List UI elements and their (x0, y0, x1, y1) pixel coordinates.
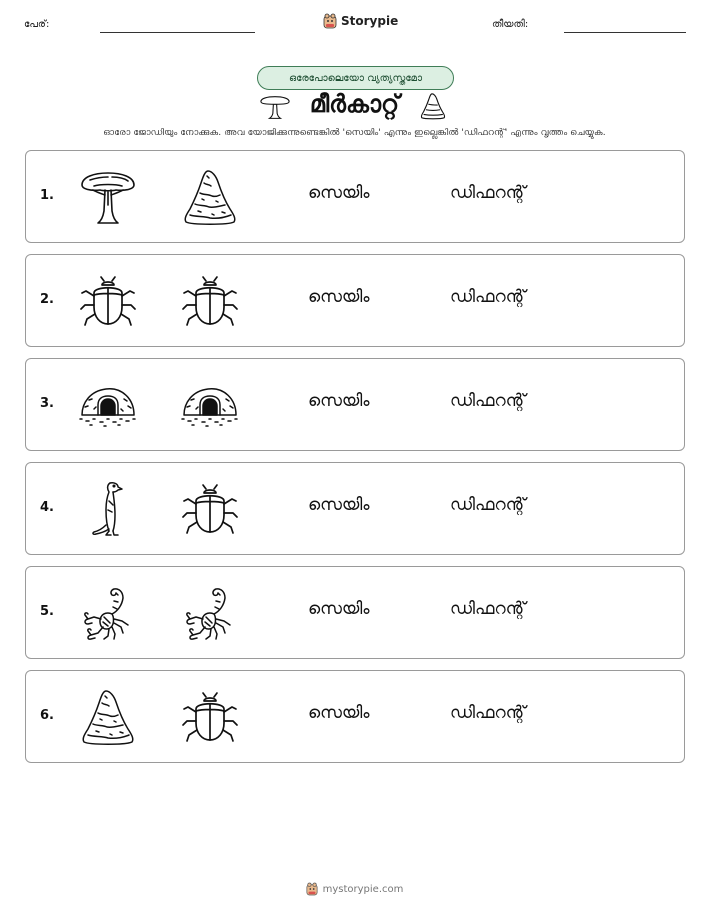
question-card (25, 254, 685, 347)
name-label: പേര്: (24, 19, 50, 30)
beetle-icon (76, 269, 140, 333)
question-number: 3. (40, 396, 54, 411)
beetle-icon (178, 269, 242, 333)
scorpion-icon (178, 581, 242, 645)
date-field[interactable] (564, 32, 686, 33)
same-option[interactable]: സെയിം (308, 183, 370, 203)
worksheet-type-badge: ഒരേപോലെയോ വ്യത്യസ്തമോ (257, 66, 454, 90)
worksheet-header (0, 0, 709, 44)
instructions: ഓരോ ജോഡിയും നോക്കുക. അവ യോജിക്കുന്നുണ്ടെങ്കിൽ 'സെയിം' എന്നും ഇല്ലെങ്കിൽ 'ഡിഫറന്റ്' എന്നും വൃത്തം ചെയ്യുക. (103, 127, 606, 138)
question-number: 5. (40, 604, 54, 619)
title-row (0, 88, 709, 124)
question-card (25, 150, 685, 243)
page-title: മീർകാറ്റ് (309, 90, 400, 118)
different-option[interactable]: ഡിഫറന്റ് (450, 287, 526, 307)
question-number: 1. (40, 188, 54, 203)
different-option[interactable]: ഡിഫറന്റ് (450, 183, 526, 203)
termite-mound-icon (178, 165, 242, 229)
brand-logo (323, 13, 398, 29)
same-option[interactable]: സെയിം (308, 495, 370, 515)
tree-icon (76, 165, 140, 229)
termite-mound-icon (76, 685, 140, 749)
meerkat-icon (76, 477, 140, 541)
burrow-icon (76, 373, 140, 437)
footer (0, 879, 709, 899)
same-option[interactable]: സെയിം (308, 599, 370, 619)
question-number: 6. (40, 708, 54, 723)
burrow-icon (178, 373, 242, 437)
date-label: തീയതി: (492, 19, 529, 30)
different-option[interactable]: ഡിഫറന്റ് (450, 495, 526, 515)
storypie-logo-icon (306, 882, 318, 896)
different-option[interactable]: ഡിഫറന്റ് (450, 703, 526, 723)
question-number: 4. (40, 500, 54, 515)
question-card (25, 670, 685, 763)
beetle-icon (178, 685, 242, 749)
termite-mound-icon (418, 90, 448, 122)
question-card (25, 358, 685, 451)
beetle-icon (178, 477, 242, 541)
different-option[interactable]: ഡിഫറന്റ് (450, 391, 526, 411)
different-option[interactable]: ഡിഫറന്റ് (450, 599, 526, 619)
footer-url: mystorypie.com (322, 883, 404, 895)
brand-name: Storypie (341, 14, 399, 28)
storypie-logo-icon (323, 13, 337, 29)
same-option[interactable]: സെയിം (308, 287, 370, 307)
question-card (25, 566, 685, 659)
same-option[interactable]: സെയിം (308, 703, 370, 723)
question-number: 2. (40, 292, 54, 307)
question-card (25, 462, 685, 555)
scorpion-icon (76, 581, 140, 645)
same-option[interactable]: സെയിം (308, 391, 370, 411)
name-field[interactable] (100, 32, 255, 33)
